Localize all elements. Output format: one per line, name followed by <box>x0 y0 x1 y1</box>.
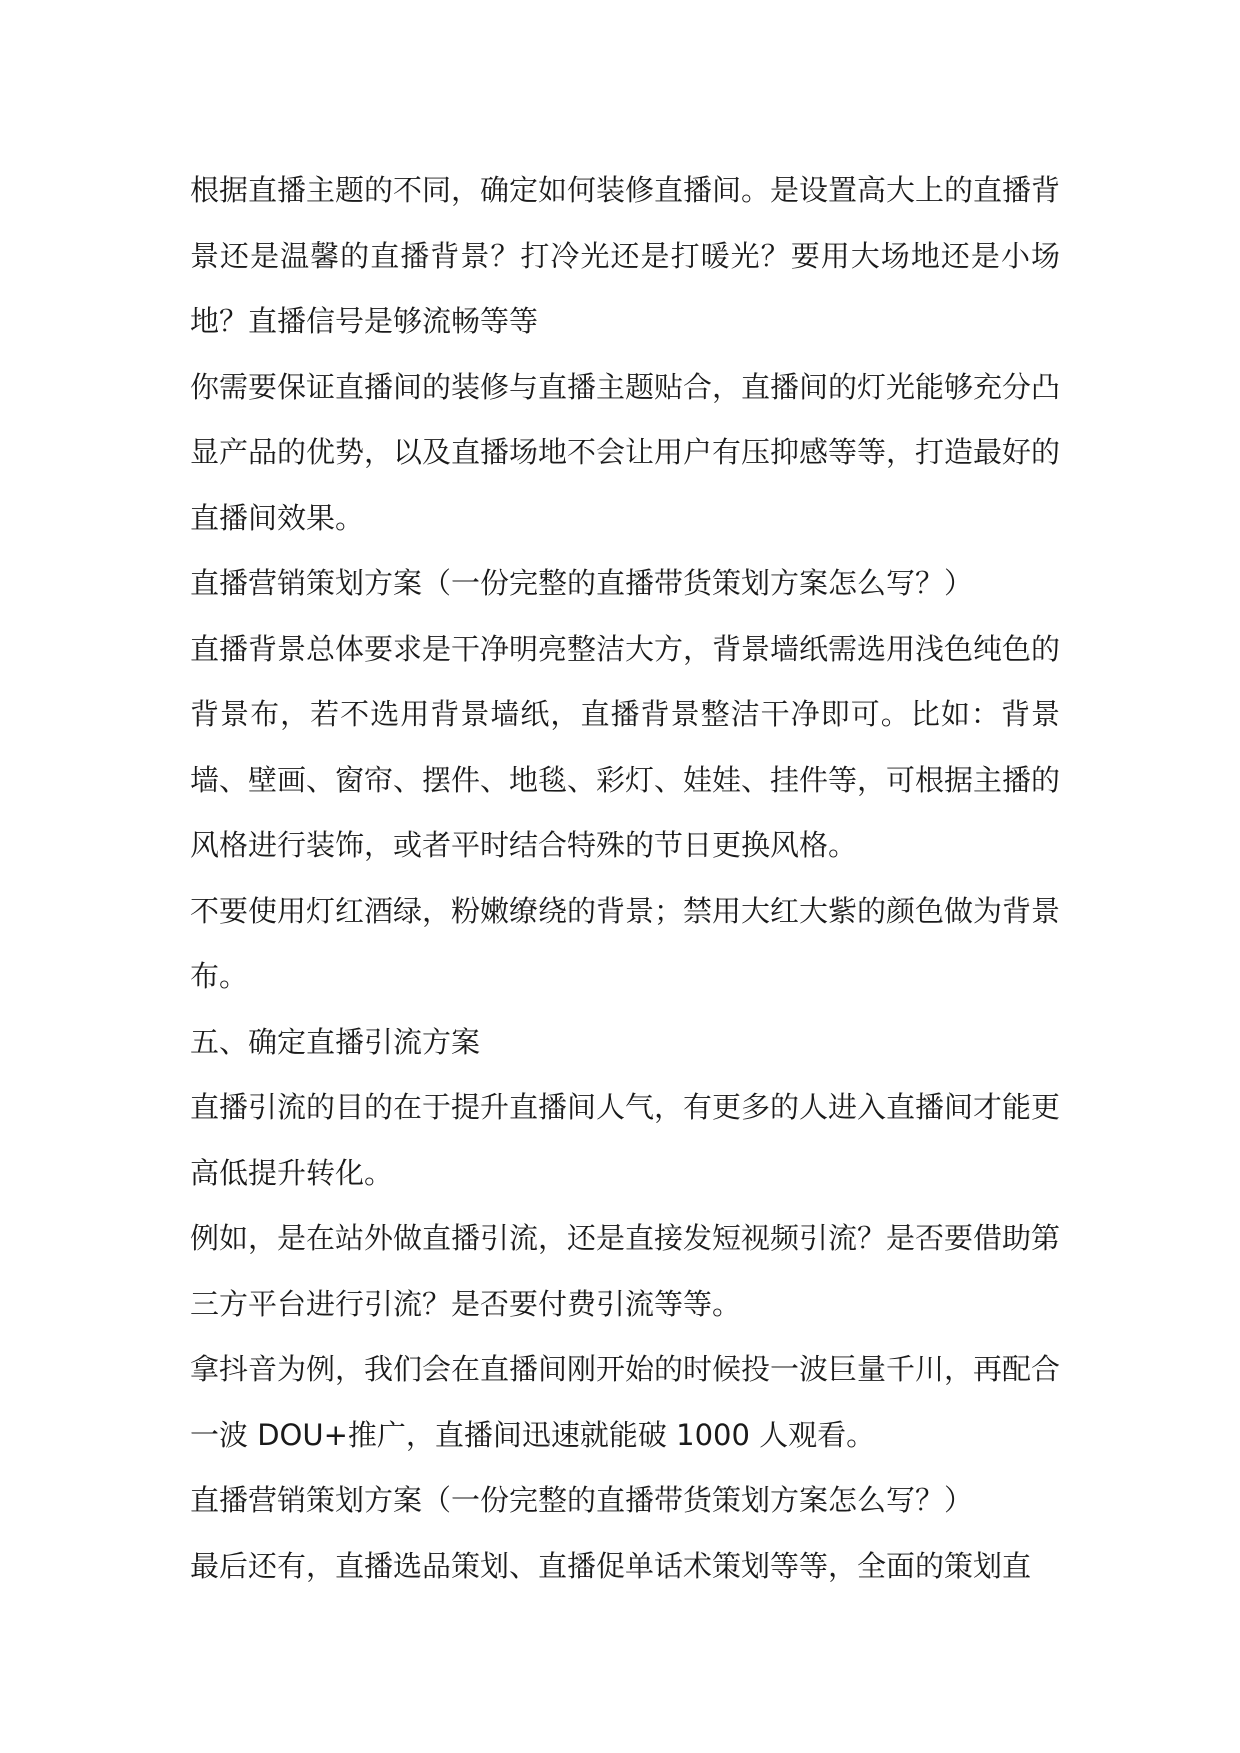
paragraph-douyin-example: 拿抖音为例，我们会在直播间刚开始的时候投一波巨量千川，再配合一波 DOU+推广，直播间迅速就能破 1000 人观看。 <box>190 1352 1061 1452</box>
paragraph-background-prohibitions: 不要使用灯红酒绿，粉嫩缭绕的背景；禁用大红大紫的颜色做为背景布。 <box>190 893 1061 993</box>
paragraph-traffic-purpose: 直播引流的目的在于提升直播间人气，有更多的人进入直播间才能更高低提升转化。 <box>190 1090 1061 1190</box>
paragraph-heading-repeat-2: 直播营销策划方案（一份完整的直播带货策划方案怎么写？） <box>190 1483 974 1517</box>
paragraph-final-notes: 最后还有，直播选品策划、直播促单话术策划等等，全面的策划直 <box>190 1548 1032 1583</box>
paragraph-traffic-examples: 例如，是在站外做直播引流，还是直接发短视频引流？是否要借助第三方平台进行引流？是否要付费引流等等。 <box>190 1221 1061 1321</box>
paragraph-decoration-intro: 根据直播主题的不同，确定如何装修直播间。是设置高大上的直播背景还是温馨的直播背景？打冷光还是打暖光？要用大场地还是小场地？直播信号是够流畅等等 <box>190 173 1061 338</box>
section-heading-traffic-plan: 五、确定直播引流方案 <box>190 1024 481 1059</box>
body-text <box>190 158 1060 1599</box>
paragraph-decoration-goal: 你需要保证直播间的装修与直播主题贴合，直播间的灯光能够充分凸显产品的优势，以及直播场地不会让用户有压抑感等等，打造最好的直播间效果。 <box>190 369 1061 535</box>
paragraph-heading-repeat-1: 直播营销策划方案（一份完整的直播带货策划方案怎么写？） <box>190 566 974 600</box>
paragraph-background-requirements: 直播背景总体要求是干净明亮整洁大方，背景墙纸需选用浅色纯色的背景布，若不选用背景墙纸，直播背景整洁干净即可。比如：背景墙、壁画、窗帘、摆件、地毯、彩灯、娃娃、挂件等，可根据主播的风格进行装饰，或者平时结合特殊的节日更换风格。 <box>190 631 1061 862</box>
